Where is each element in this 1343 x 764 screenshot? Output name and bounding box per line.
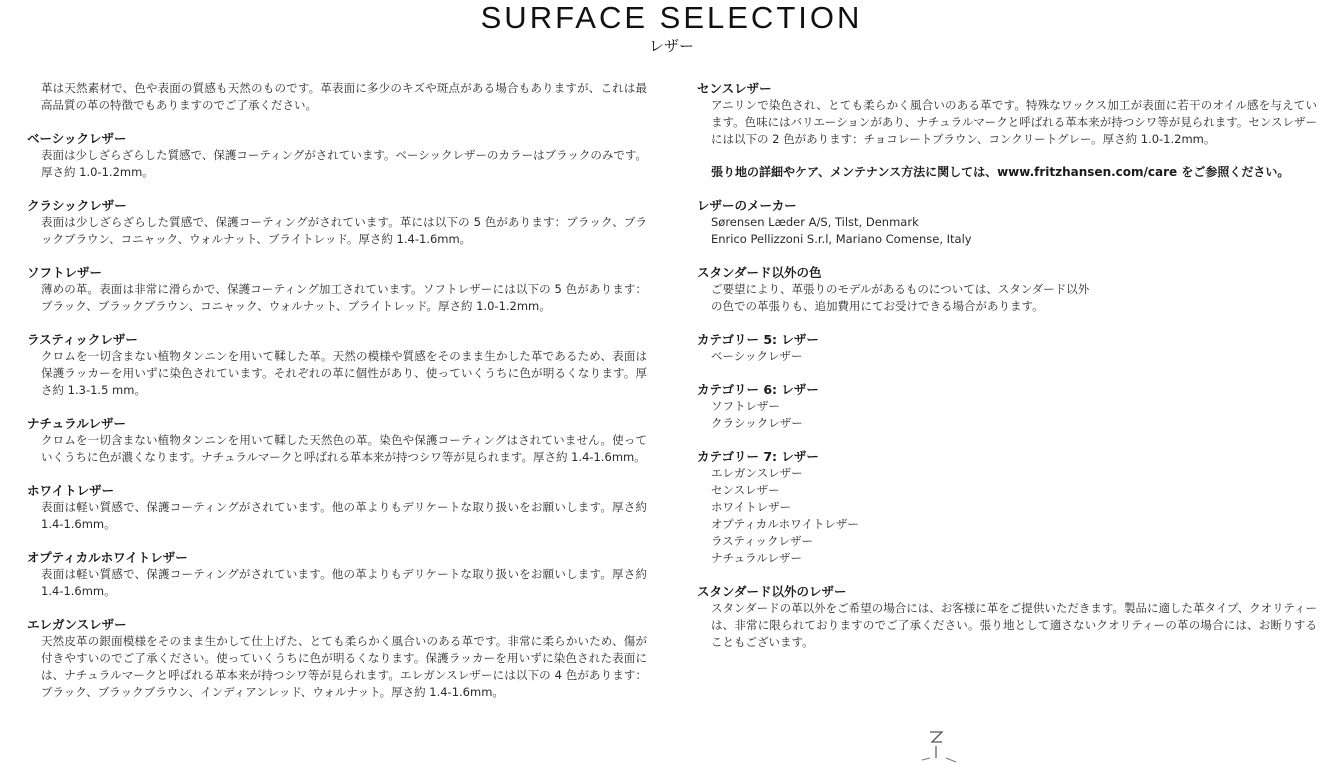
section-rustic-leather — [27, 331, 647, 399]
section-line: ご要望により、革張りのモデルがあるものについては、スタンダード以外 — [711, 282, 1090, 296]
intro-section — [27, 80, 647, 114]
section-body: 薄めの革。表面は非常に滑らかで、保護コーティング加工されています。ソフトレザーには以下の 5 色があります：ブラック、ブラックブラウン、コニャック、ウォルナット、ブライトレッド。厚さ約 1.0-1.2mm。 — [41, 282, 647, 313]
section-makers — [697, 197, 1317, 248]
list-item: ナチュラルレザー — [711, 551, 803, 565]
section-title: クラシックレザー — [27, 198, 127, 213]
left-column — [27, 80, 647, 701]
section-optical-white-leather — [27, 549, 647, 600]
right-column — [697, 80, 1317, 651]
section-soft-leather — [27, 264, 647, 315]
intro-text: 革は天然素材で、色や表面の質感も天然のものです。革表面に多少のキズや斑点がある場合もありますが、これは最高品質の革の特徴でもありますのでご了承ください。 — [41, 81, 647, 112]
section-body: スタンダードの革以外をご希望の場合には、お客様に革をご提供いただきます。製品に適した革タイプ、クオリティーは、非常に限られておりますのでご了承ください。張り地として適さないクオリティーの革の場合には、お断りすることもございます。 — [711, 601, 1317, 649]
list-item: センスレザー — [711, 483, 780, 497]
section-body: 表面は少しざらざらした質感で、保護コーティングがされています。ベーシックレザーのカラーはブラックのみです。厚さ約 1.0-1.2mm。 — [41, 148, 647, 179]
list-item: エレガンスレザー — [711, 466, 803, 480]
section-category-7 — [697, 448, 1317, 567]
section-title: カテゴリー 6: レザー — [697, 382, 819, 397]
section-body: 表面は軽い質感で、保護コーティングがされています。他の革よりもデリケートな取り扱いをお願いします。厚さ約 1.4-1.6mm。 — [41, 500, 647, 531]
section-body: アニリンで染色され、とても柔らかく風合いのある革です。特殊なワックス加工が表面に若干のオイル感を与えています。色味にはバリエーションがあり、ナチュラルマークと呼ばれる革本来が持つシワ等が見られます。センスレザーには以下の 2 色があります：チョコレートブラウン、コンクリートグレー。厚さ約 1.0-1.2mm。 — [711, 98, 1317, 146]
list-item: ソフトレザー — [711, 399, 780, 413]
section-title: ベーシックレザー — [27, 131, 127, 146]
list-item: オプティカルホワイトレザー — [711, 517, 859, 531]
section-title: スタンダード以外のレザー — [697, 584, 847, 599]
section-title: オプティカルホワイトレザー — [27, 550, 188, 565]
section-title: ラスティックレザー — [27, 332, 138, 347]
section-title: ソフトレザー — [27, 265, 103, 280]
section-title: レザーのメーカー — [697, 198, 797, 213]
section-title: ナチュラルレザー — [27, 416, 126, 431]
page-title: SURFACE SELECTION — [480, 0, 863, 35]
section-title: カテゴリー 5: レザー — [697, 332, 819, 347]
section-title: センスレザー — [697, 81, 772, 96]
care-note-section — [697, 164, 1317, 181]
section-sense-leather — [697, 80, 1317, 148]
section-white-leather — [27, 482, 647, 533]
section-title: スタンダード以外の色 — [697, 265, 822, 280]
care-note: 張り地の詳細やケア、メンテナンス方法に関しては、www.fritzhansen.com/care をご参照ください。 — [711, 165, 1290, 179]
maker-item: Sørensen Læder A/S, Tilst, Denmark — [711, 215, 919, 229]
section-non-standard-leather — [697, 583, 1317, 651]
section-natural-leather — [27, 415, 647, 466]
section-elegance-leather — [27, 616, 647, 701]
section-title: エレガンスレザー — [27, 617, 127, 632]
section-basic-leather — [27, 130, 647, 181]
section-line: の色での革張りも、追加費用にてお受けできる場合があります。 — [711, 299, 1044, 313]
section-body: 表面は軽い質感で、保護コーティングがされています。他の革よりもデリケートな取り扱いをお願いします。厚さ約 1.4-1.6mm。 — [41, 567, 647, 598]
section-category-6 — [697, 381, 1317, 432]
section-body: クロムを一切含まない植物タンニンを用いて鞣した天然色の革。染色や保護コーティングはされていません。使っていくうちに色が濃くなります。ナチュラルマークと呼ばれる革本来が持つシワ等が見られます。厚さ約 1.4-1.6mm。 — [41, 433, 647, 464]
section-body: クロムを一切含まない植物タンニンを用いて鞣した革。天然の模様や質感をそのまま生かした革であるため、表面は保護ラッカーを用いずに染色されています。それぞれの革に個性があり、使っていくうちに色が明るくなります。厚さ約 1.3-1.5 mm。 — [41, 349, 647, 397]
list-item: クラシックレザー — [711, 416, 803, 430]
section-classic-leather — [27, 197, 647, 248]
logo-mark-icon — [916, 728, 972, 764]
section-non-standard-colors — [697, 264, 1317, 315]
section-title: カテゴリー 7: レザー — [697, 449, 819, 464]
maker-item: Enrico Pellizzoni S.r.l, Mariano Comense, Italy — [711, 232, 972, 246]
section-body: 天然皮革の銀面模様をそのまま生かして仕上げた、とても柔らかく風合いのある革です。非常に柔らかいため、傷が付きやすいのでご了承ください。使っていくうちに色が明るくなります。保護ラッカーを用いずに染色された表面には、ナチュラルマークと呼ばれる革本来が持つシワ等が見られます。エレガンスレザーには以下の 4 色があります：ブラック、ブラックブラウン、インディアンレッド、ウォルナット。厚さ約 1.4-1.6mm。 — [41, 634, 647, 699]
list-item: ラスティックレザー — [711, 534, 814, 548]
section-category-5 — [697, 331, 1317, 365]
section-body: 表面は少しざらざらした質感で、保護コーティングがされています。革には以下の 5 色があります：ブラック、ブラックブラウン、コニャック、ウォルナット、ブライトレッド。厚さ約 1.4-1.6mm。 — [41, 215, 647, 246]
list-item: ホワイトレザー — [711, 500, 792, 514]
page-subtitle: レザー — [648, 37, 694, 55]
section-title: ホワイトレザー — [27, 483, 115, 498]
list-item: ベーシックレザー — [711, 349, 803, 363]
